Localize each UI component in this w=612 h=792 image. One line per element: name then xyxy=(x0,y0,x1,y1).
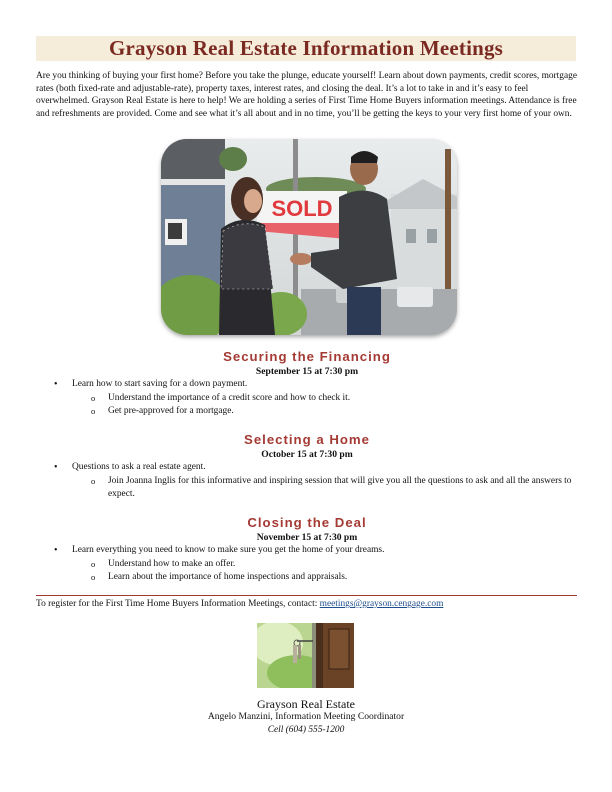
sub-list xyxy=(72,392,578,419)
sub-list xyxy=(72,558,578,585)
sub-list-item: o Understand the importance of a credit score and how to check it. xyxy=(72,392,578,406)
register-line xyxy=(36,598,443,610)
page-title: Grayson Real Estate Information Meetings xyxy=(108,36,504,60)
section-date: November 15 at 7:30 pm xyxy=(256,532,358,543)
email-link[interactable]: meetings@grayson.cengage.com xyxy=(319,599,444,609)
list-item: • Learn how to start saving for a down payment. o Understand the importance of a credit score and how to check it. o Get pre-approved for a mortgage. xyxy=(36,378,578,419)
divider-rule xyxy=(36,595,577,596)
bullet-list xyxy=(36,544,578,585)
register-text: To register for the First Time Home Buyers Information Meetings, contact: xyxy=(36,599,320,609)
sub-list-item: o Understand how to make an offer. xyxy=(72,558,578,572)
footer-coordinator: Angelo Manzini, Information Meeting Coordinator xyxy=(207,711,405,722)
footer-cell-phone: Cell (604) 555-1200 xyxy=(267,725,345,735)
bullet-list xyxy=(36,378,578,419)
title-band xyxy=(36,36,576,61)
section-heading: Selecting a Home xyxy=(244,432,370,447)
bullet-list xyxy=(36,461,578,502)
list-item: • Learn everything you need to know to make sure you get the home of your dreams. o Understand how to make an offer. o Learn about the importance of home inspections and appraisals. xyxy=(36,544,578,585)
footer-company: Grayson Real Estate xyxy=(257,697,355,711)
sub-list-item: o Learn about the importance of home inspections and appraisals. xyxy=(72,571,578,585)
sub-list-item: o Join Joanna Inglis for this informative and inspiring session that will give you all the questions to ask and all the answers to expect. xyxy=(72,475,578,502)
section-date: October 15 at 7:30 pm xyxy=(261,449,353,460)
section-securing-financing xyxy=(36,349,578,419)
section-heading: Closing the Deal xyxy=(247,515,367,530)
intro-paragraph: Are you thinking of buying your first home? Before you take the plunge, educate yourself! Learn about down payments, credit scores, mortgage rates (both fixed-rate and adjustable-rate), property taxes, interest rates, and closing the deal. It’s a lot to take in and it’s easy to feel overwhelmed. Grayson Real Estate is here to help! We are holding a series of First Time Home Buyers information meetings. Attendance is free and refreshments are provided. Come and see what it’s all about and in no time, you’ll be getting the keys to your very first home of your own. xyxy=(36,71,577,119)
svg-text:SOLD: SOLD xyxy=(271,196,333,221)
section-heading: Securing the Financing xyxy=(223,349,391,364)
key-in-door-image xyxy=(257,623,354,688)
sub-list xyxy=(72,475,578,502)
section-selecting-home xyxy=(36,432,578,502)
sub-list-item: o Get pre-approved for a mortgage. xyxy=(72,405,578,419)
list-item: • Questions to ask a real estate agent. o Join Joanna Inglis for this informative and inspiring session that will give you all the questions to ask and all the answers to expect. xyxy=(36,461,578,502)
section-closing-deal xyxy=(36,515,578,585)
hero-image-sold-handshake xyxy=(161,139,457,335)
section-date: September 15 at 7:30 pm xyxy=(255,366,359,377)
